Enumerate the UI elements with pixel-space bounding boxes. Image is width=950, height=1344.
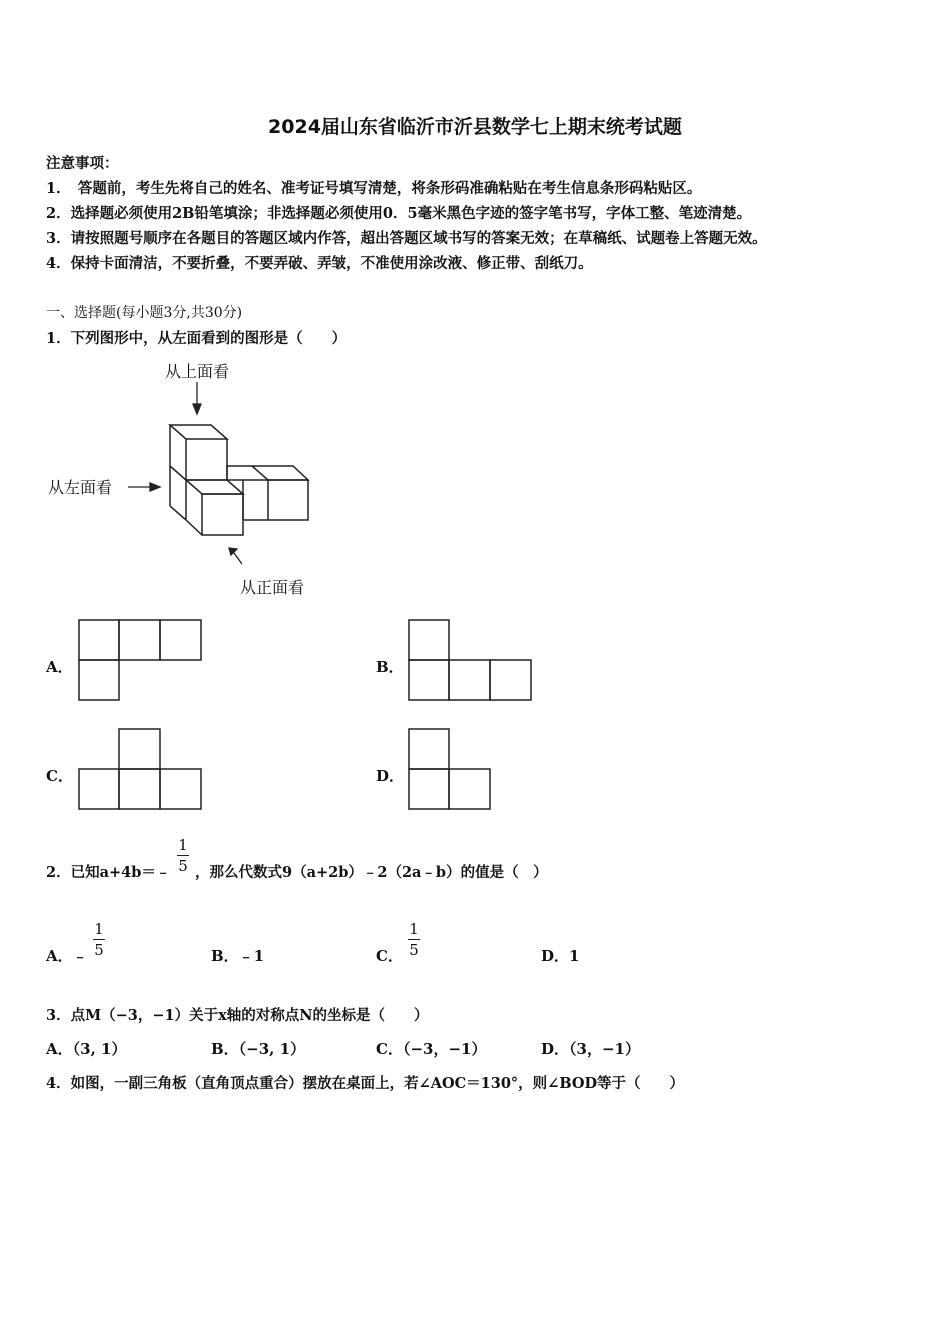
q1-cube-figure	[40, 355, 340, 605]
q2-option-c-denominator: 5	[409, 941, 419, 959]
q1-option-a-label[interactable]: A．	[46, 658, 73, 676]
notes-heading: 注意事项：	[46, 155, 119, 172]
q3-option-c[interactable]: C．（−3，−1）	[376, 1040, 487, 1058]
q2-option-a-denominator: 5	[94, 941, 104, 959]
q2-fraction-numerator: 1	[178, 836, 188, 854]
q2-option-c-numerator: 1	[409, 920, 419, 938]
q2-option-a-fraction	[93, 920, 105, 959]
note-item-1: 1． 答题前，考生先将自己的姓名、准考证号填写清楚，将条形码准确粘贴在考生信息条形码粘贴区。	[46, 180, 702, 197]
q1-option-c-figure	[78, 728, 204, 812]
q1-top-view-label: 从上面看	[165, 362, 230, 381]
question-4-text: 4．如图，一副三角板（直角顶点重合）摆放在桌面上，若∠AOC＝130°，则∠BOD等于（ ）	[46, 1075, 685, 1092]
question-2-prefix: 2．已知a+4b＝﹣	[46, 864, 171, 881]
q1-left-view-label: 从左面看	[48, 478, 113, 497]
q2-fraction-denominator: 5	[178, 857, 188, 875]
question-2-suffix: ，那么代数式9（a+2b）﹣2（2a﹣b）的值是（ ）	[195, 864, 548, 881]
q1-front-view-label: 从正面看	[240, 578, 305, 597]
q3-option-a[interactable]: A．（3, 1）	[46, 1040, 127, 1058]
page-title: 2024届山东省临沂市沂县数学七上期末统考试题	[268, 116, 682, 138]
note-item-2: 2．选择题必须使用2B铅笔填涂；非选择题必须使用0．5毫米黑色字迹的签字笔书写，字体工整、笔迹清楚。	[46, 205, 752, 222]
q1-option-c-label[interactable]: C．	[46, 767, 73, 785]
q2-option-c-label[interactable]: C．	[376, 947, 403, 965]
q1-option-a-figure	[78, 619, 204, 703]
section-heading: 一、选择题(每小题3分,共30分)	[46, 305, 243, 321]
q2-option-a-numerator: 1	[94, 920, 104, 938]
q2-fraction	[177, 836, 189, 875]
q2-option-d[interactable]: D．1	[541, 947, 580, 965]
note-item-4: 4．保持卡面清洁，不要折叠，不要弄破、弄皱，不准使用涂改液、修正带、刮纸刀。	[46, 255, 593, 272]
q2-option-b[interactable]: B．﹣1	[211, 947, 265, 965]
q3-option-b[interactable]: B．（−3, 1）	[211, 1040, 306, 1058]
note-item-3: 3．请按照题号顺序在各题目的答题区域内作答，超出答题区域书写的答案无效；在草稿纸、试题卷上答题无效。	[46, 230, 767, 247]
question-3-text: 3．点M（−3，−1）关于x轴的对称点N的坐标是（ ）	[46, 1007, 429, 1024]
q2-option-a-label[interactable]: A．﹣	[46, 947, 88, 965]
q1-option-b-figure	[408, 619, 534, 703]
q3-option-d[interactable]: D．（3，−1）	[541, 1040, 640, 1058]
question-1-text: 1．下列图形中，从左面看到的图形是（ ）	[46, 330, 347, 347]
q1-option-d-label[interactable]: D．	[376, 767, 405, 785]
q2-option-c-fraction	[408, 920, 420, 959]
q1-option-d-figure	[408, 728, 498, 812]
q1-option-b-label[interactable]: B．	[376, 658, 404, 676]
